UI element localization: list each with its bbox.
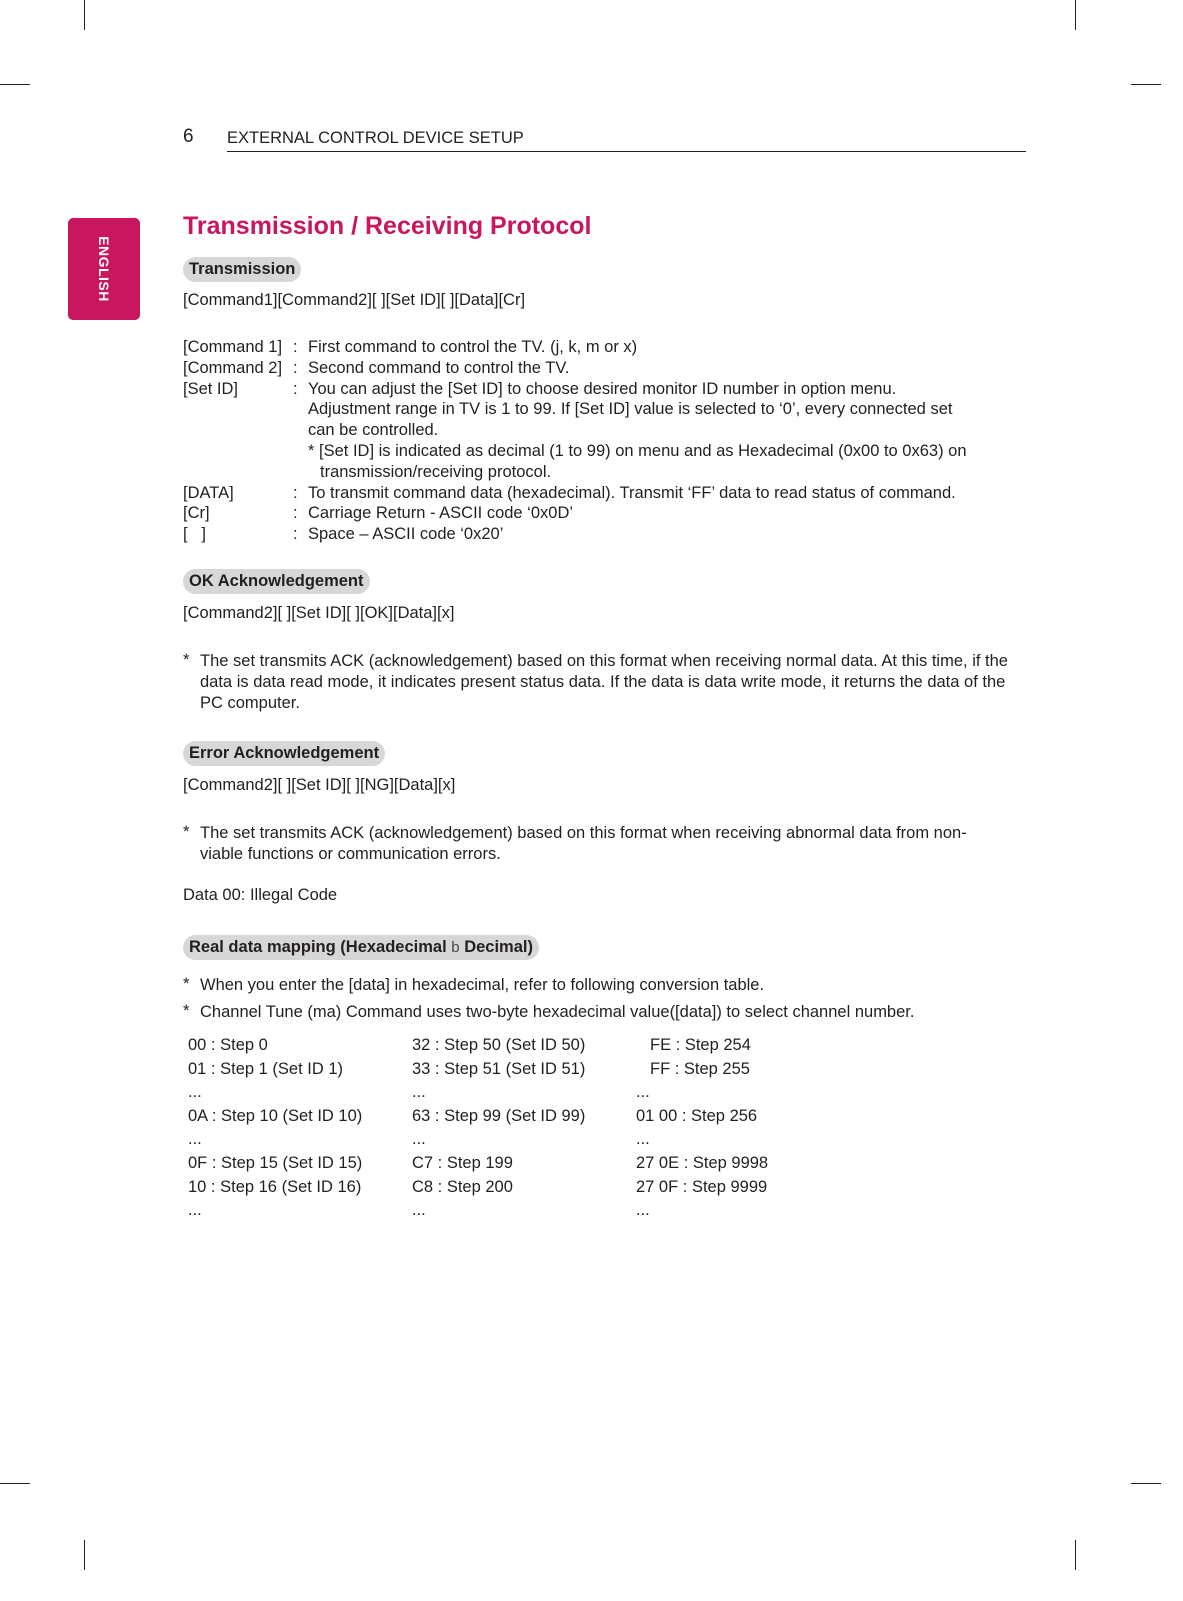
mapping-item: ... <box>636 1130 650 1149</box>
definition-colon: : <box>293 504 298 523</box>
page-title: Transmission / Receiving Protocol <box>183 212 592 240</box>
mapping-note-text: Channel Tune (ma) Command uses two-byte hexadecimal value([data]) to select channel number. <box>200 1003 915 1021</box>
crop-mark <box>1075 0 1076 30</box>
mapping-item: 32 : Step 50 (Set ID 50) <box>412 1036 586 1054</box>
mapping-item: 01 : Step 1 (Set ID 1) <box>188 1059 343 1078</box>
mapping-note <box>183 975 1013 996</box>
mapping-item: 27 0E : Step 9998 <box>636 1153 769 1172</box>
mapping-note <box>183 1002 1013 1023</box>
ok-ack-heading: OK Acknowledgement <box>183 569 370 594</box>
definition-desc: First command to control the TV. (j, k, m or x) <box>308 338 638 356</box>
language-tab-label: ENGLISH <box>96 236 112 302</box>
mapping-item: ... <box>188 1201 202 1220</box>
mapping-item: C7 : Step 199 <box>412 1153 513 1172</box>
arrow-icon: b <box>451 939 460 956</box>
section-title: EXTERNAL CONTROL DEVICE SETUP <box>227 129 524 147</box>
definition-term: [Cr] <box>183 504 210 523</box>
definition-continuation <box>183 399 1033 420</box>
mapping-column <box>636 1034 768 1223</box>
mapping-item: 0A : Step 10 (Set ID 10) <box>188 1106 363 1125</box>
crop-mark <box>0 1483 30 1484</box>
header-rule <box>227 151 1026 152</box>
definition-row <box>183 337 1033 358</box>
definition-term: [Command 2] <box>183 358 283 377</box>
definition-desc: Carriage Return - ASCII code ‘0x0D’ <box>308 504 574 523</box>
error-data-line: Data 00: Illegal Code <box>183 886 338 904</box>
bullet-star: * <box>183 975 190 993</box>
transmission-heading: Transmission <box>183 257 301 282</box>
mapping-item: 0F : Step 15 (Set ID 15) <box>188 1153 363 1172</box>
ok-ack-format: [Command2][ ][Set ID][ ][OK][Data][x] <box>183 604 455 622</box>
definition-note-text: transmission/receiving protocol. <box>320 462 552 481</box>
crop-mark <box>84 0 85 30</box>
definition-term: [DATA] <box>183 483 234 502</box>
error-ack-format: [Command2][ ][Set ID][ ][NG][Data][x] <box>183 776 456 794</box>
mapping-heading-end: Decimal) <box>459 938 533 956</box>
definition-note <box>183 441 1033 462</box>
definition-row <box>183 483 1033 504</box>
crop-mark <box>1075 1540 1076 1570</box>
mapping-item: ... <box>412 1130 426 1149</box>
definition-desc: Adjustment range in TV is 1 to 99. If [Set ID] value is selected to ‘0’, every connected set <box>308 400 953 419</box>
definition-term: [ ] <box>183 525 206 544</box>
definition-colon: : <box>293 379 298 398</box>
mapping-item: FF : Step 255 <box>650 1059 750 1078</box>
definition-row <box>183 524 1033 545</box>
mapping-item: 10 : Step 16 (Set ID 16) <box>188 1177 362 1196</box>
page-header <box>183 126 1026 152</box>
bullet-star: * <box>183 1002 190 1020</box>
definition-note-text: * [Set ID] is indicated as decimal (1 to 99) on menu and as Hexadecimal (0x00 to 0x63) on <box>308 441 967 460</box>
definition-row <box>183 358 1033 379</box>
ok-ack-note <box>183 651 1013 713</box>
definition-continuation <box>183 420 1033 441</box>
language-tab <box>68 218 140 320</box>
mapping-item: ... <box>412 1083 426 1102</box>
crop-mark <box>1131 84 1161 85</box>
mapping-item: 00 : Step 0 <box>188 1036 268 1054</box>
error-ack-note-text: The set transmits ACK (acknowledgement) based on this format when receiving abnormal data from non-viable functions or communication errors. <box>200 824 967 863</box>
definition-colon: : <box>293 358 298 377</box>
mapping-item: ... <box>188 1083 202 1102</box>
mapping-item: 27 0F : Step 9999 <box>636 1177 768 1196</box>
definition-term: [Set ID] <box>183 379 239 398</box>
definition-colon: : <box>293 483 298 502</box>
crop-mark <box>0 84 30 85</box>
mapping-heading <box>183 935 539 960</box>
definition-row <box>183 379 1033 400</box>
definition-desc: You can adjust the [Set ID] to choose desired monitor ID number in option menu. <box>308 379 897 398</box>
definition-row <box>183 503 1033 524</box>
ok-ack-note-text: The set transmits ACK (acknowledgement) based on this format when receiving normal data. At this time, if the data is data read mode, it indicates present status data. If the data is data write mode, it returns the data of the PC computer. <box>200 652 1008 712</box>
bullet-star: * <box>183 823 190 841</box>
mapping-note-text: When you enter the [data] in hexadecimal, refer to following conversion table. <box>200 976 765 994</box>
mapping-item: ... <box>636 1201 650 1220</box>
bullet-star: * <box>183 651 190 669</box>
definition-desc: To transmit command data (hexadecimal). Transmit ‘FF’ data to read status of command. <box>308 483 956 502</box>
transmission-format: [Command1][Command2][ ][Set ID][ ][Data][Cr] <box>183 291 526 309</box>
mapping-column <box>188 1034 362 1223</box>
definition-desc: can be controlled. <box>308 421 439 440</box>
crop-mark <box>1131 1483 1161 1484</box>
mapping-heading-start: Real data mapping (Hexadecimal <box>189 938 452 956</box>
mapping-item: C8 : Step 200 <box>412 1177 513 1196</box>
mapping-item: 01 00 : Step 256 <box>636 1106 758 1125</box>
mapping-item: 33 : Step 51 (Set ID 51) <box>412 1059 586 1078</box>
mapping-item: ... <box>412 1201 426 1220</box>
definition-list <box>183 337 1033 545</box>
page-number: 6 <box>183 126 194 147</box>
definition-colon: : <box>293 338 298 356</box>
mapping-column <box>412 1034 585 1223</box>
definition-note <box>183 462 1033 483</box>
error-ack-heading: Error Acknowledgement <box>183 741 385 766</box>
definition-colon: : <box>293 525 298 544</box>
crop-mark <box>84 1540 85 1570</box>
mapping-item: ... <box>636 1083 650 1102</box>
error-ack-note <box>183 823 983 865</box>
mapping-item: FE : Step 254 <box>650 1036 751 1054</box>
definition-desc: Space – ASCII code ‘0x20’ <box>308 525 504 544</box>
mapping-item: ... <box>188 1130 202 1149</box>
definition-desc: Second command to control the TV. <box>308 358 570 377</box>
mapping-item: 63 : Step 99 (Set ID 99) <box>412 1106 586 1125</box>
definition-term: [Command 1] <box>183 338 283 356</box>
